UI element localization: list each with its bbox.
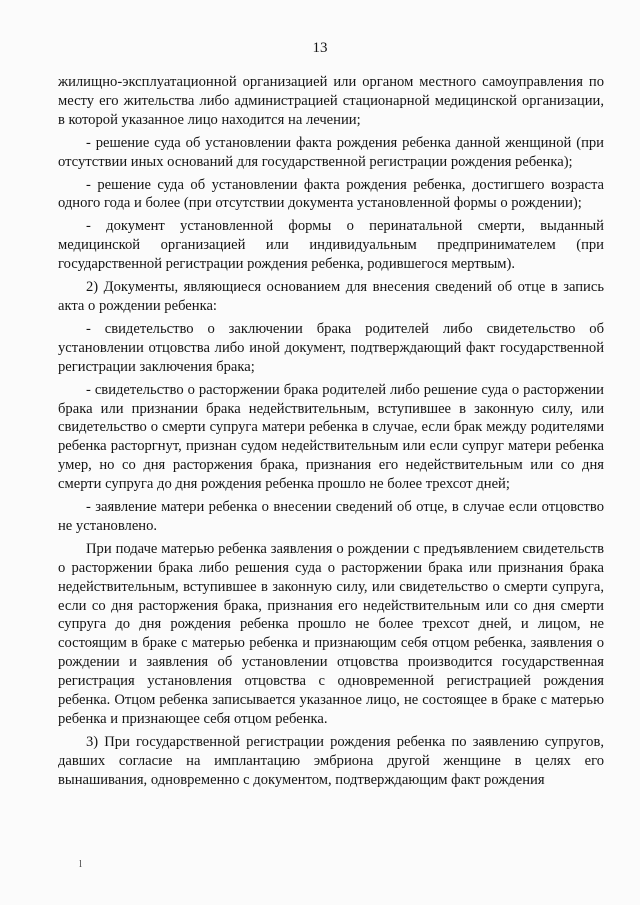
paragraph: - решение суда об установлении факта рождения ребенка, достигшего возраста одного года и более (при отсутствии документа установленной формы о рождении); (58, 176, 604, 212)
paragraph: - заявление матери ребенка о внесении сведений об отце, в случае если отцовство не установлено. (58, 499, 604, 534)
paragraph: При подаче матерью ребенка заявления о рождении с предъявлением свидетельств о расторжении брака либо решения суда о расторжении брака или признания брака недействительным, вступившее в законную силу, или свидетельство о смерти супруга, если со дня расторжения брака, признания его недействительным или со дня смерти супруга до дня рождения ребенка прошло не более трехсот дней, и лицом, не состоящим в браке с матерью ребенка и признающим себя отцом ребенка, заявления о рождении и заявления об установлении отцовства производится государственная регистрация установления отцовства с одновременной регистрацией рождения ребенка. Отцом ребенка записывается указанное лицо, не состоящее в браке с матерью ребенка и признающее себя отцом ребенка. (58, 540, 604, 727)
paragraph: - документ установленной формы о перинатальной смерти, выданный медицинской организацией или индивидуальным предпринимателем (при государственной регистрации рождения ребенка, родившегося мертвым). (58, 218, 604, 273)
paragraph: жилищно-эксплуатационной организацией или органом местного самоуправления по месту его жительства либо администрацией стационарной медицинской организации, в которой указанное лицо находится на лечении; (58, 74, 604, 128)
paragraph: 2) Документы, являющиеся основанием для внесения сведений об отце в запись акта о рождении ребенка: (58, 279, 604, 314)
paragraph: - решение суда об установлении факта рождения ребенка данной женщиной (при отсутствии иных оснований для государственной регистрации рождения ребенка); (58, 134, 604, 170)
margin-mark: l (79, 858, 83, 870)
document-body (58, 73, 604, 790)
paragraph: - свидетельство о расторжении брака родителей либо решение суда о расторжении брака или признании брака недействительным, вступившее в законную силу, или свидетельство о смерти супруга матери ребенка в случае, если брак между родителями ребенка расторгнут, признан судом недействительным или если супруг матери ребенка умер, но со дня расторжения брака, признания его недействительным или со дня смерти супруга до дня рождения ребенка прошло не более трехсот дней; (58, 381, 604, 493)
page-number: 13 (312, 40, 328, 56)
paragraph: 3) При государственной регистрации рождения ребенка по заявлению супругов, давших согласие на имплантацию эмбриона другой женщине в целях его вынашивания, одновременно с документом, подтверждающим факт рождения (58, 733, 604, 788)
paragraph: - свидетельство о заключении брака родителей либо свидетельство об установлении отцовства либо иной документ, подтверждающий факт государственной регистрации заключения брака; (58, 320, 604, 375)
